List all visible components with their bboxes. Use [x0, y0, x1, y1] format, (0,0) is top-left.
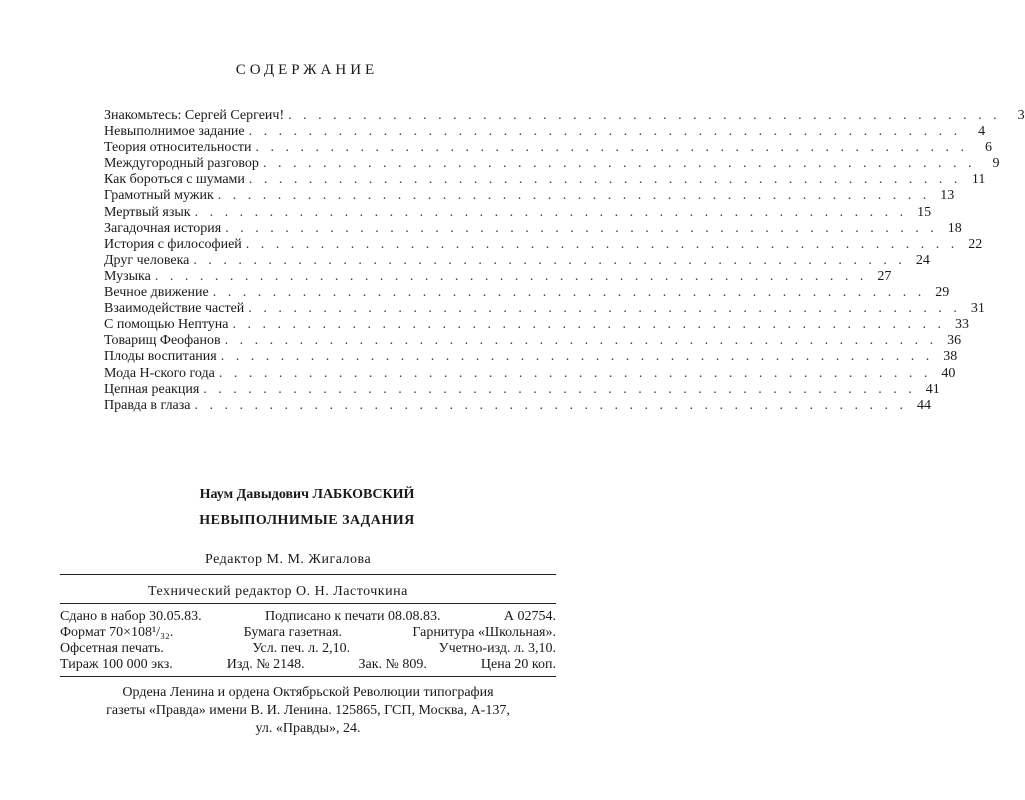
printer-info [60, 684, 556, 738]
toc-entry-title: Мода Н-ского года [104, 365, 215, 381]
imprint-cell: Сдано в набор 30.05.83. [60, 609, 202, 624]
toc-entry [104, 204, 932, 221]
contents-heading: СОДЕРЖАНИЕ [235, 62, 379, 78]
toc-entry-title: Теория относительности [104, 140, 252, 156]
toc-leader-dots: . . . . . . . . . . . . . . . . . . . . . . . . . . . . . . . . . . . . . . . . . . . . . . . . [194, 204, 908, 220]
toc-entry-page: 13 [940, 188, 955, 204]
toc-entry-title: Друг человека [104, 252, 190, 268]
imprint-cell: Офсетная печать. [60, 641, 164, 656]
toc-entry-title: Мертвый язык [104, 204, 191, 220]
toc-entry-page: 15 [917, 204, 932, 220]
imprint-row [60, 609, 556, 625]
imprint-cell: А 02754. [503, 609, 556, 624]
imprint-cell: Бумага газетная. [243, 625, 343, 640]
divider-line [60, 603, 556, 604]
toc-leader-dots: . . . . . . . . . . . . . . . . . . . . . . . . . . . . . . . . . . . . . . . . . . . . . . . . [154, 268, 868, 284]
toc-entry [104, 285, 950, 301]
toc-entry-page: 33 [955, 317, 970, 333]
toc-entry [104, 236, 983, 253]
toc-leader-dots: . . . . . . . . . . . . . . . . . . . . . . . . . . . . . . . . . . . . . . . . . . . . . . . . [203, 381, 916, 397]
toc-entry-title: Невыполнимое задание [104, 124, 245, 140]
toc-entry-page: 44 [917, 397, 932, 413]
author-name: Наум Давыдович ЛАБКОВСКИЙ [199, 487, 415, 502]
toc-entry [104, 252, 930, 269]
imprint-row [60, 625, 556, 641]
toc-entry-title: Междугородный разговор [104, 156, 259, 172]
imprint-row [60, 641, 556, 657]
toc-entry-title: Товарищ Феофанов [104, 333, 221, 349]
toc-entry-title: Цепная реакция [104, 381, 200, 397]
toc-entry-page: 18 [947, 220, 962, 236]
imprint-cell: Учетно-изд. л. 3,10. [438, 641, 556, 656]
toc-entry-title: Плоды воспитания [104, 349, 217, 365]
toc-leader-dots: . . . . . . . . . . . . . . . . . . . . . . . . . . . . . . . . . . . . . . . . . . . . . . . . [224, 333, 938, 349]
imprint-row [60, 657, 556, 673]
toc-leader-dots: . . . . . . . . . . . . . . . . . . . . . . . . . . . . . . . . . . . . . . . . . . . . . . . . [248, 301, 961, 317]
toc-entry-page: 29 [935, 285, 950, 301]
imprint-cell: Цена 20 коп. [480, 657, 556, 672]
toc-entry-page: 40 [941, 365, 956, 381]
toc-entry [104, 397, 932, 414]
toc-entry-title: Грамотный мужик [104, 188, 214, 204]
toc-entry-title: История с философией [104, 236, 242, 252]
imprint-cell: Зак. № 809. [358, 657, 427, 672]
toc-leader-dots: . . . . . . . . . . . . . . . . . . . . . . . . . . . . . . . . . . . . . . . . . . . . . . . . [245, 236, 959, 252]
toc-entry-page: 24 [915, 252, 930, 268]
imprint-cell: Гарнитура «Школьная». [412, 625, 556, 640]
toc-entry-page: 4 [978, 124, 986, 140]
printer-line: ул. «Правды», 24. [255, 721, 361, 736]
toc-entry [104, 301, 985, 317]
toc-entry-title: С помощью Нептуна [104, 317, 229, 333]
toc-entry-title: Знакомьтесь: Сергей Сергеич! [104, 108, 285, 123]
toc-leader-dots: . . . . . . . . . . . . . . . . . . . . . . . . . . . . . . . . . . . . . . . . . . . . . . . . [248, 172, 962, 188]
toc-entry-page: 6 [985, 140, 993, 156]
divider-line [60, 574, 556, 575]
toc-leader-dots: . . . . . . . . . . . . . . . . . . . . . . . . . . . . . . . . . . . . . . . . . . . . . . . . [193, 252, 906, 268]
imprint-cell: Тираж 100 000 экз. [60, 657, 173, 672]
toc-entry-title: Музыка [104, 268, 151, 284]
toc-entry [104, 124, 986, 140]
toc-entry [104, 268, 892, 285]
divider-line [60, 676, 556, 677]
toc-entry [104, 317, 970, 333]
toc-entry-page: 36 [947, 333, 962, 349]
toc-entry-page: 11 [971, 172, 986, 188]
toc-entry [104, 349, 958, 365]
printer-line: газеты «Правда» имени В. И. Ленина. 125865, ГСП, Москва, А-137, [106, 703, 510, 718]
imprint-cell: Подписано к печати 08.08.83. [264, 609, 441, 624]
toc-entry-page: 22 [968, 236, 983, 252]
toc-leader-dots: . . . . . . . . . . . . . . . . . . . . . . . . . . . . . . . . . . . . . . . . . . . . . . . . [248, 124, 962, 140]
toc-entry-title: Вечное движение [104, 285, 209, 301]
imprint-cell: Изд. № 2148. [226, 657, 305, 672]
toc-leader-dots: . . . . . . . . . . . . . . . . . . . . . . . . . . . . . . . . . . . . . . . . . . . . . . . . [218, 365, 932, 381]
technical-editor-credit: Технический редактор О. Н. Ласточкина [148, 584, 408, 599]
toc-entry [104, 333, 962, 349]
toc-entry [104, 140, 993, 156]
toc-entry-page: 41 [925, 381, 940, 397]
editor-credit: Редактор М. М. Жигалова [205, 552, 372, 567]
toc-entry [104, 172, 986, 188]
toc-entry [104, 381, 940, 398]
printer-line: Ордена Ленина и ордена Октябрьской Революции типография [122, 685, 494, 700]
toc-entry [104, 365, 956, 382]
toc-entry-title: Как бороться с шумами [104, 172, 245, 188]
toc-leader-dots: . . . . . . . . . . . . . . . . . . . . . . . . . . . . . . . . . . . . . . . . . . . . . . . . [262, 156, 976, 172]
toc-leader-dots: . . . . . . . . . . . . . . . . . . . . . . . . . . . . . . . . . . . . . . . . . . . . . . . . [212, 285, 926, 301]
table-of-contents [104, 108, 1025, 414]
toc-leader-dots: . . . . . . . . . . . . . . . . . . . . . . . . . . . . . . . . . . . . . . . . . . . . . . . . [220, 349, 934, 365]
toc-leader-dots: . . . . . . . . . . . . . . . . . . . . . . . . . . . . . . . . . . . . . . . . . . . . . . . . [194, 397, 908, 413]
toc-entry-page: 38 [943, 349, 958, 365]
toc-entry [104, 156, 1000, 172]
toc-entry-title: Правда в глаза [104, 397, 191, 413]
toc-entry [104, 220, 962, 237]
imprint-block [60, 609, 556, 673]
toc-entry-page: 9 [992, 156, 1000, 172]
toc-entry-page: 27 [877, 268, 892, 284]
imprint-cell: Усл. печ. л. 2,10. [252, 641, 351, 656]
toc-entry [104, 108, 1025, 124]
toc-leader-dots: . . . . . . . . . . . . . . . . . . . . . . . . . . . . . . . . . . . . . . . . . . . . . . . . [225, 220, 938, 236]
toc-leader-dots: . . . . . . . . . . . . . . . . . . . . . . . . . . . . . . . . . . . . . . . . . . . . . . . . [217, 188, 931, 204]
imprint-cell: Формат 70×108¹/₃₂. [60, 625, 174, 640]
toc-entry [104, 188, 955, 204]
toc-leader-dots: . . . . . . . . . . . . . . . . . . . . . . . . . . . . . . . . . . . . . . . . . . . . . . . . [232, 317, 946, 333]
toc-entry-title: Взаимодействие частей [104, 301, 245, 317]
book-title: НЕВЫПОЛНИМЫЕ ЗАДАНИЯ [199, 513, 415, 528]
toc-leader-dots: . . . . . . . . . . . . . . . . . . . . . . . . . . . . . . . . . . . . . . . . . . . . . . . . [288, 108, 1001, 123]
toc-leader-dots: . . . . . . . . . . . . . . . . . . . . . . . . . . . . . . . . . . . . . . . . . . . . . . . . [255, 140, 969, 156]
toc-entry-page: 31 [970, 301, 985, 317]
toc-entry-page: 3 [1017, 108, 1025, 123]
toc-entry-title: Загадочная история [104, 220, 222, 236]
